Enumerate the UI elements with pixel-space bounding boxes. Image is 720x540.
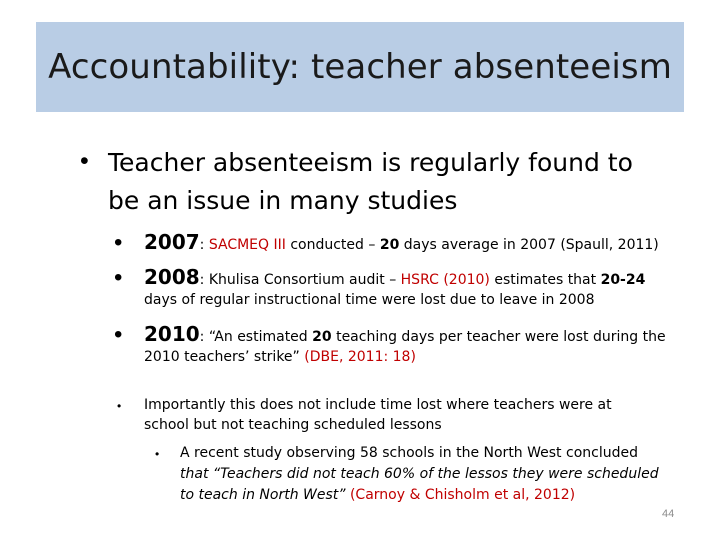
source-dbe: (DBE, 2011: 18): [304, 349, 416, 365]
slide-title: Accountability: teacher absenteeism: [48, 47, 672, 87]
num-2008: 20-24: [600, 272, 646, 288]
main-point-line1: Teacher absenteeism is regularly found to: [108, 148, 633, 177]
rest-2007: days average in 2007 (Spaull, 2011): [399, 237, 659, 253]
bullet-2008: •: [114, 264, 123, 291]
num-2010: 20: [312, 329, 332, 345]
point-2007: [144, 230, 659, 254]
pre-2008: : Khulisa Consortium audit –: [199, 272, 401, 288]
study-line3-text: to teach in North West”: [180, 487, 350, 503]
year-2008: 2008: [144, 265, 200, 289]
title-banner: [36, 22, 684, 112]
point-2010-line2-text: 2010 teachers’ strike”: [144, 349, 305, 365]
rest-2010: teaching days per teacher were lost during the: [331, 329, 666, 345]
page-number: 44: [662, 508, 675, 520]
source-carnoy: (Carnoy & Chisholm et al, 2012): [349, 487, 576, 503]
study-line2: that “Teachers did not teach 60% of the lessos they were scheduled: [180, 466, 659, 482]
source-hsrc: HSRC (2010): [400, 272, 490, 288]
importantly-line1: Importantly this does not include time lost where teachers were at: [144, 397, 612, 413]
point-2008: [144, 265, 645, 289]
year-2007: 2007: [144, 230, 200, 254]
main-point-line2: be an issue in many studies: [108, 186, 458, 215]
mid-2008: estimates that: [489, 272, 601, 288]
study-line1: A recent study observing 58 schools in the North West concluded: [180, 445, 638, 461]
bullet-study: •: [155, 447, 160, 461]
point-2010: [144, 322, 666, 346]
bullet-importantly: •: [117, 399, 122, 413]
importantly-line2: school but not teaching scheduled lessons: [144, 417, 442, 433]
year-2010: 2010: [144, 322, 200, 346]
num-2007: 20: [379, 237, 400, 253]
bullet-main: •: [80, 147, 89, 175]
source-sacmeq: SACMEQ III: [208, 237, 286, 253]
pre-2010: : “An estimated: [199, 329, 313, 345]
colon-2007: :: [199, 237, 209, 253]
mid-2007: conducted –: [285, 237, 380, 253]
point-2008-line2: days of regular instructional time were lost due to leave in 2008: [144, 292, 595, 308]
study-line3: [180, 487, 575, 503]
bullet-2007: •: [114, 229, 123, 256]
bullet-2010: •: [114, 321, 123, 348]
point-2010-line2: [144, 349, 416, 365]
